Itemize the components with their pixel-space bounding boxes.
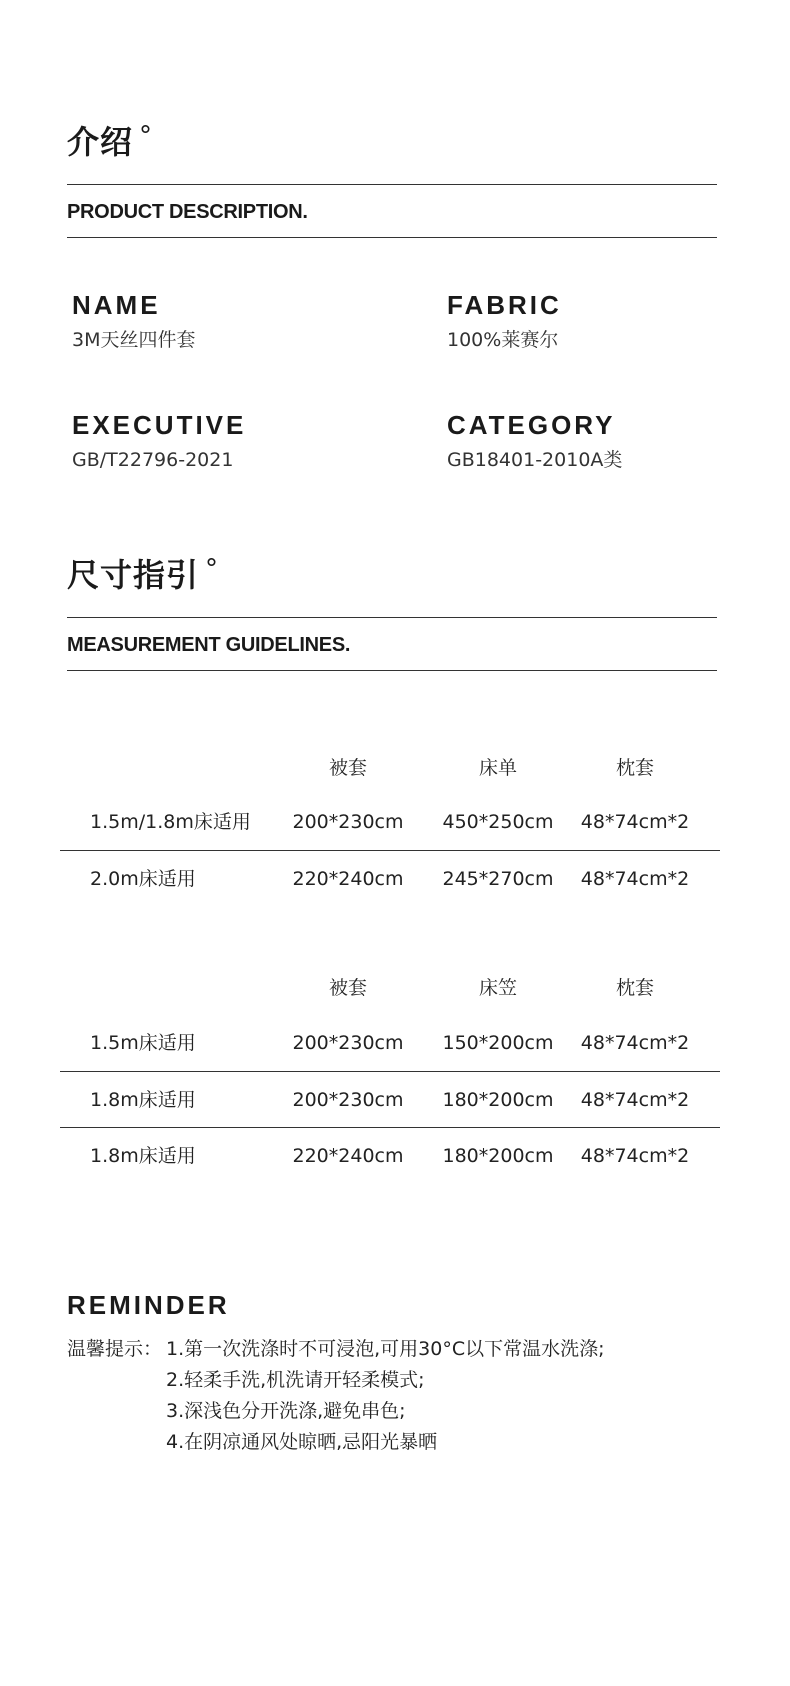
table-cell: 245*270cm (442, 868, 554, 890)
reminder-line: 4.在阴凉通风处晾晒,忌阳光暴晒 (166, 1431, 438, 1453)
name-label: NAME (72, 290, 161, 320)
divider (67, 617, 717, 618)
measurement-title (67, 555, 219, 595)
table-row (60, 1127, 720, 1184)
table-header-cell: 枕套 (615, 757, 654, 779)
table-cell: 450*250cm (442, 811, 554, 833)
name-value: 3M天丝四件套 (72, 329, 196, 351)
category-field (447, 410, 622, 472)
table-header-cell: 床单 (478, 757, 517, 779)
intro-title (67, 122, 153, 162)
table-header-cell: 被套 (328, 757, 367, 779)
fabric-field (447, 290, 562, 352)
category-value: GB18401-2010A类 (447, 449, 623, 471)
table-cell: 180*200cm (442, 1145, 554, 1167)
product-description-subtitle: PRODUCT DESCRIPTION. (67, 201, 308, 223)
table-cell: 200*230cm (292, 811, 404, 833)
table-row (60, 1015, 720, 1071)
divider (67, 237, 717, 238)
table-cell: 2.0m床适用 (90, 868, 196, 890)
table-cell: 48*74cm*2 (580, 811, 690, 833)
reminder-line: 2.轻柔手洗,机洗请开轻柔模式; (166, 1369, 425, 1391)
table-cell: 1.8m床适用 (90, 1145, 196, 1167)
table-header-cell: 枕套 (615, 977, 654, 999)
table-header-cell: 床笠 (478, 977, 517, 999)
reminder-line: 3.深浅色分开洗涤,避免串色; (166, 1400, 406, 1422)
reminder-line: 1.第一次洗涤时不可浸泡,可用30°C以下常温水洗涤; (166, 1338, 605, 1360)
table-cell: 48*74cm*2 (580, 1032, 690, 1054)
category-label: CATEGORY (447, 410, 616, 440)
divider (67, 184, 717, 185)
table-cell: 48*74cm*2 (580, 1145, 690, 1167)
table-cell: 48*74cm*2 (580, 868, 690, 890)
table-cell: 1.8m床适用 (90, 1089, 196, 1111)
table-header-row (60, 960, 720, 1016)
executive-label: EXECUTIVE (72, 410, 247, 440)
reminder-prefix: 温馨提示： (67, 1338, 163, 1360)
table-cell: 200*230cm (292, 1032, 404, 1054)
reminder-list (166, 1334, 605, 1458)
executive-value: GB/T22796-2021 (72, 449, 234, 471)
fabric-value: 100%莱赛尔 (447, 329, 559, 351)
table-cell: 150*200cm (442, 1032, 554, 1054)
table-header-cell: 被套 (328, 977, 367, 999)
divider (67, 670, 717, 671)
table-cell: 180*200cm (442, 1089, 554, 1111)
table-row (60, 1071, 720, 1128)
reminder-title: REMINDER (67, 1290, 230, 1320)
table-cell: 220*240cm (292, 1145, 404, 1167)
table-cell: 220*240cm (292, 868, 404, 890)
intro-title-text: 介绍 (67, 123, 134, 161)
name-field (72, 290, 195, 352)
degree-mark: ° (205, 554, 220, 584)
table-cell: 1.5m/1.8m床适用 (90, 811, 251, 833)
table-cell: 200*230cm (292, 1089, 404, 1111)
table-row (60, 794, 720, 850)
table-cell: 1.5m床适用 (90, 1032, 196, 1054)
table-header-row (60, 740, 720, 796)
executive-field (72, 410, 246, 472)
table-row (60, 850, 720, 907)
degree-mark: ° (139, 121, 154, 151)
measurement-title-text: 尺寸指引 (67, 556, 200, 594)
table-cell: 48*74cm*2 (580, 1089, 690, 1111)
measurement-guidelines-subtitle: MEASUREMENT GUIDELINES. (67, 634, 351, 656)
fabric-label: FABRIC (447, 290, 562, 320)
